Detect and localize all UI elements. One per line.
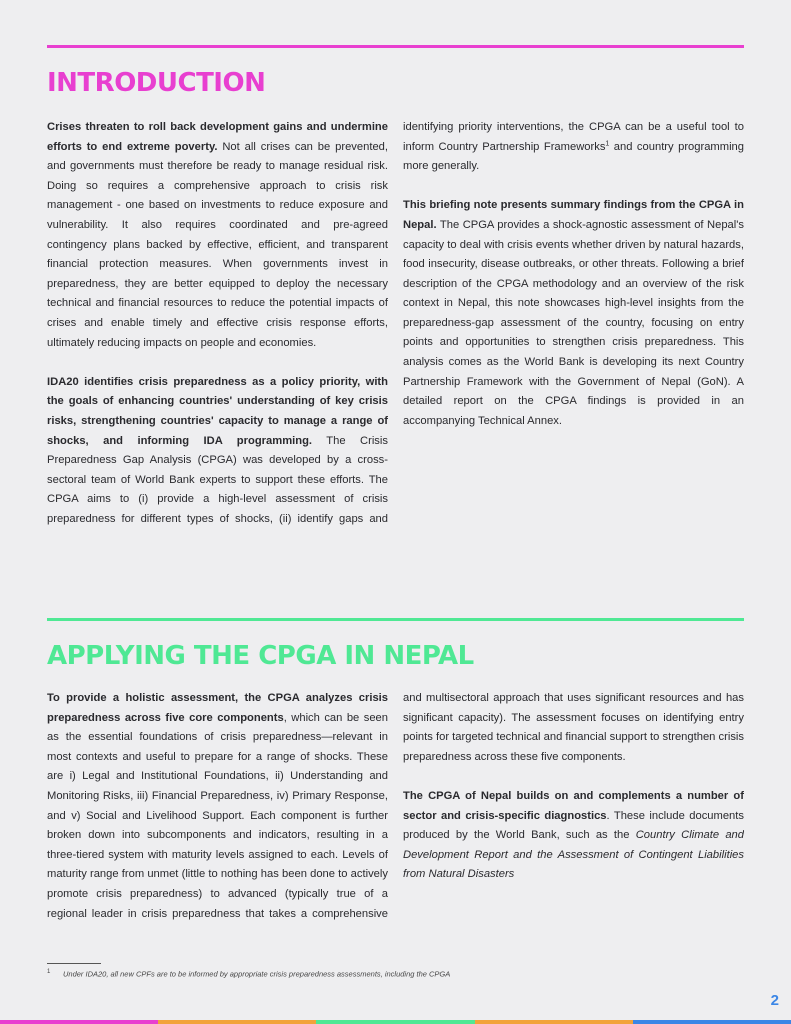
intro-right-column bbox=[403, 118, 744, 528]
nepal-right-column bbox=[403, 689, 744, 924]
nepal-top-rule bbox=[47, 618, 744, 621]
nepal-left-column bbox=[47, 689, 388, 924]
intro-right-flow bbox=[403, 118, 744, 431]
bottom-bar-segment bbox=[158, 1020, 316, 1024]
section-heading-introduction: INTRODUCTION bbox=[47, 68, 266, 98]
bottom-bar-segment bbox=[0, 1020, 158, 1024]
nepal-paragraph-2: The CPGA of Nepal builds on and complements a number of sector and crisis-specific diagnostics. These include documents produced by the World Bank, such as the Country Climate and Development Report and the Assessment of Contingent Liabilities from Natural Disasters bbox=[403, 789, 744, 881]
bottom-bar-segment bbox=[316, 1020, 474, 1024]
footnote bbox=[47, 969, 450, 979]
intro-paragraph-1: Crises threaten to roll back development gains and undermine efforts to end extreme poverty. Not all crises can be prevented, and governments must therefore be ready to manage residual risk. Doing so requires a comprehensive approach to crisis risk management - one based on investments to reduce exposure and vulnerability. It also requires coordinated and pre-agreed contingency plans backed by effective, efficient, and transparent financial protection measures. When governments invest in preparedness, they are better equipped to deploy the necessary technical and financial resources to reduce the potential impacts of crises and enable timely and effective crisis response efforts, ultimately reducing impacts on people and economies. bbox=[47, 121, 388, 349]
page-number: 2 bbox=[770, 992, 779, 1009]
footnote-text: Under IDA20, all new CPFs are to be informed by appropriate crisis preparedness assessments, including the CPGA bbox=[63, 969, 451, 979]
footnote-number: 1 bbox=[47, 969, 51, 975]
bottom-bar-segment bbox=[475, 1020, 633, 1024]
intro-paragraph-2: IDA20 identifies crisis preparedness as a policy priority, with the goals of enhancing countries' understanding of key crisis risks, strengthening countries' capacity to manage a range of shocks, and informing IDA programming. The Crisis Preparedness Gap Analysis (CPGA) was developed by a cross-sectoral team of World Bank experts to support these efforts. The CPGA aims to (i) provide a high-level assessment of crisis preparedness for different types of shocks, (ii) identify gaps and bbox=[47, 375, 388, 525]
bottom-bar-segment bbox=[633, 1020, 791, 1024]
intro-top-rule bbox=[47, 45, 744, 48]
nepal-paragraph-1: To provide a holistic assessment, the CPGA analyzes crisis preparedness across five core components, which can be seen as the essential foundations of crisis preparedness—relevant in most contexts and useful to prepare for a range of shocks. These are i) Legal and Institutional Foundations, ii) Understanding and Monitoring Risks, iii) Financial Preparedness, iv) Primary Response, and v) Social and Livelihood Support. Each component is further broken down into subcomponents and indicators, resulting in a three-tiered system with maturity levels assigned to each. Levels of maturity range from unmet (little to nothing has been done to actively promote crisis preparedness) to advanced (typically true of a regional leader in crisis preparedness that takes a comprehensive bbox=[47, 692, 388, 920]
nepal-paragraph-1-continued: and multisectoral approach that uses significant resources and has significant capacity). The assessment focuses on identifying entry points for targeted technical and financial support to strengthen crisis preparedness across these five components. bbox=[403, 691, 744, 763]
section-heading-nepal: APPLYING THE CPGA IN NEPAL bbox=[47, 641, 474, 671]
intro-paragraph-3: This briefing note presents summary findings from the CPGA in Nepal. The CPGA provides a shock-agnostic assessment of Nepal's capacity to deal with crisis events whether driven by natural hazards, food insecurity, disease outbreaks, or other threats. Following a brief description of the CPGA methodology and an overview of the risk context in Nepal, this note showcases high-level insights from the preparedness-gap assessment of the country, focusing on entry points and opportunities to strengthen crisis preparedness. This analysis comes as the World Bank is developing its next Country Partnership Framework with the Government of Nepal (GoN). A detailed report on the CPGA findings is provided in an accompanying Technical Annex. bbox=[403, 199, 744, 427]
intro-left-column bbox=[47, 118, 388, 528]
footnote-rule bbox=[47, 963, 101, 964]
nepal-right-flow bbox=[403, 689, 744, 885]
bottom-color-bar bbox=[0, 1020, 791, 1024]
intro-paragraph-2-continued: identifying priority interventions, the CPGA can be a useful tool to inform Country Partnership Frameworks$^1$ and country programming more generally. bbox=[403, 120, 744, 173]
